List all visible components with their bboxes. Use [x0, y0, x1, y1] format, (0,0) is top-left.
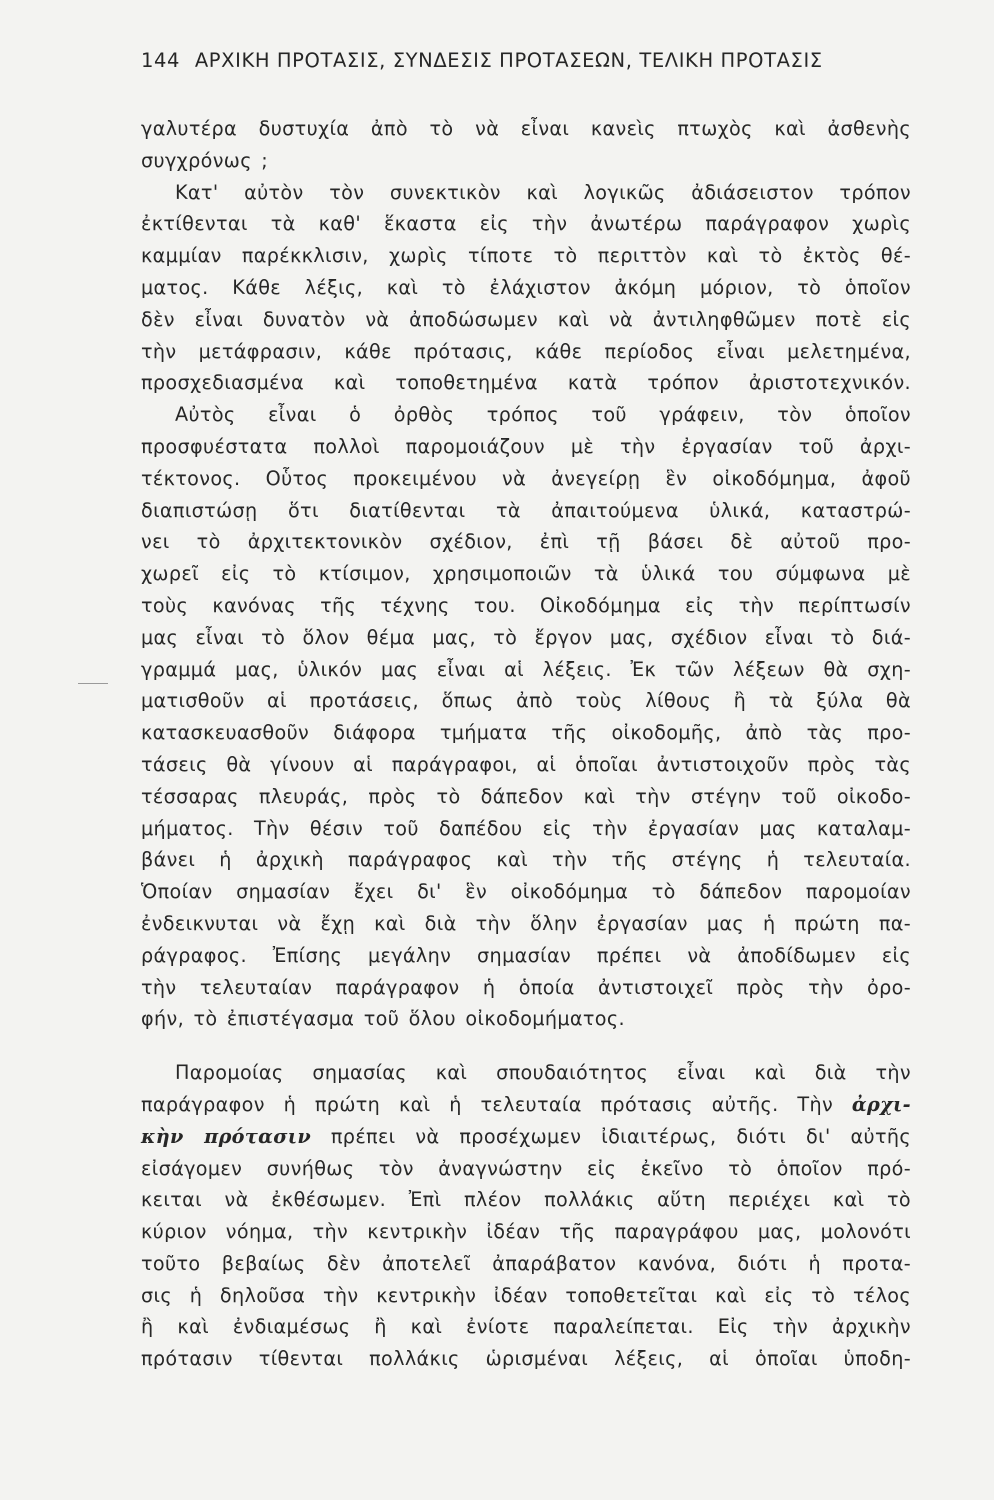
- text-line: φήν, τὸ ἐπιστέγασμα τοῦ ὅλου οἰκοδομήματος.: [141, 1007, 625, 1031]
- text-line: καμμίαν παρέκκλισιν, χωρὶς τίποτε τὸ περιττὸν καὶ τὸ ἐκτὸς θέ-: [141, 244, 911, 268]
- text-line: διαπιστώσῃ ὅτι διατίθενται τὰ ἀπαιτούμενα ὑλικά, καταστρώ-: [141, 498, 911, 522]
- text-line: Ὁποίαν σημασίαν ἔχει δι' ἓν οἰκοδόμημα τὸ δάπεδον παρομοίαν: [141, 880, 911, 904]
- text-line: ματος. Κάθε λέξις, καὶ τὸ ἐλάχιστον ἀκόμη μόριον, τὸ ὁποῖον: [141, 275, 911, 299]
- margin-mark: [78, 683, 108, 684]
- text-line: [141, 1089, 911, 1121]
- running-header: [141, 49, 911, 72]
- text-line: γραμμά μας, ὑλικόν μας εἶναι αἱ λέξεις. Ἐκ τῶν λέξεων θὰ σχη-: [141, 657, 911, 681]
- running-title: ΑΡΧΙΚΗ ΠΡΟΤΑΣΙΣ, ΣΥΝΔΕΣΙΣ ΠΡΟΤΑΣΕΩΝ, ΤΕΛΙΚΗ ΠΡΟΤΑΣΙΣ: [194, 49, 823, 72]
- text-line: ἐνδεικνυται νὰ ἔχῃ καὶ διὰ τὴν ὅλην ἐργασίαν μας ἡ πρώτη πα-: [141, 911, 911, 935]
- paragraph-2: [141, 177, 911, 400]
- paragraph-3: [141, 399, 911, 1035]
- text-line: Κατ' αὐτὸν τὸν συνεκτικὸν καὶ λογικῶς ἀδιάσειστον τρόπον: [175, 180, 911, 204]
- text-line: ἢ καὶ ἐνδιαμέσως ἢ καὶ ἐνίοτε παραλείπεται. Εἰς τὴν ἀρχικὴν: [141, 1315, 911, 1339]
- text-line: χωρεῖ εἰς τὸ κτίσιμον, χρησιμοποιῶν τὰ ὑλικά του σύμφωνα μὲ: [141, 562, 911, 586]
- text-line: κειται νὰ ἐκθέσωμεν. Ἐπὶ πλέον πολλάκις αὕτη περιέχει καὶ τὸ: [141, 1188, 911, 1212]
- text-line: Παρομοίας σημασίας καὶ σπουδαιότητος εἶναι καὶ διὰ τὴν: [175, 1061, 911, 1085]
- text-line: τάσεις θὰ γίνουν αἱ παράγραφοι, αἱ ὁποῖαι ἀντιστοιχοῦν πρὸς τὰς: [141, 752, 911, 776]
- text-line: μήματος. Τὴν θέσιν τοῦ δαπέδου εἰς τὴν ἐργασίαν μας καταλαμ-: [141, 816, 911, 840]
- text-line: Αὐτὸς εἶναι ὁ ὀρθὸς τρόπος τοῦ γράφειν, τὸν ὁποῖον: [175, 403, 911, 427]
- text-line: συγχρόνως ;: [141, 148, 269, 172]
- text-run: παράγραφον ἡ πρώτη καὶ ἡ τελευταία πρότασις αὐτῆς. Τὴν: [141, 1092, 834, 1116]
- text-line: τὴν μετάφρασιν, κάθε πρότασις, κάθε περίοδος εἶναι μελετημένα,: [141, 339, 911, 363]
- text-line: εἰσάγομεν συνήθως τὸν ἀναγνώστην εἰς ἐκεῖνο τὸ ὁποῖον πρό-: [141, 1156, 911, 1180]
- text-line: ἐκτίθενται τὰ καθ' ἕκαστα εἰς τὴν ἀνωτέρω παράγραφον χωρὶς: [141, 212, 911, 236]
- text-line: [141, 1121, 911, 1153]
- text-line: κύριον νόημα, τὴν κεντρικὴν ἰδέαν τῆς παραγράφου μας, μολονότι: [141, 1220, 911, 1244]
- text-line: τέσσαρας πλευράς, πρὸς τὸ δάπεδον καὶ τὴν στέγην τοῦ οἰκοδο-: [141, 784, 911, 808]
- text-line: πρότασιν τίθενται πολλάκις ὡρισμέναι λέξεις, αἱ ὁποῖαι ὑποδη-: [141, 1347, 911, 1371]
- text-line: μας εἶναι τὸ ὅλον θέμα μας, τὸ ἔργον μας, σχέδιον εἶναι τὸ διά-: [141, 625, 911, 649]
- text-line: νει τὸ ἀρχιτεκτονικὸν σχέδιον, ἐπὶ τῇ βάσει δὲ αὐτοῦ προ-: [141, 530, 911, 554]
- text-line: προσχεδιασμένα καὶ τοποθετημένα κατὰ τρόπον ἀριστοτεχνικόν.: [141, 371, 911, 395]
- text-run: πρέπει νὰ προσέχωμεν ἰδιαιτέρως, διότι δι' αὐτῆς: [330, 1124, 911, 1148]
- emphasized-term: κὴν πρότασιν: [141, 1124, 311, 1148]
- text-line: ματισθοῦν αἱ προτάσεις, ὅπως ἀπὸ τοὺς λίθους ἢ τὰ ξύλα θὰ: [141, 689, 911, 713]
- text-line: βάνει ἡ ἀρχικὴ παράγραφος καὶ τὴν τῆς στέγης ἡ τελευταία.: [141, 848, 911, 872]
- text-line: προσφυέστατα πολλοὶ παρομοιάζουν μὲ τὴν ἐργασίαν τοῦ ἀρχι-: [141, 434, 911, 458]
- paragraph-4: [141, 1057, 911, 1375]
- text-line: κατασκευασθοῦν διάφορα τμήματα τῆς οἰκοδομῆς, ἀπὸ τὰς προ-: [141, 721, 911, 745]
- paragraph-1: [141, 113, 911, 177]
- text-line: σις ἡ δηλοῦσα τὴν κεντρικὴν ἰδέαν τοποθετεῖται καὶ εἰς τὸ τέλος: [141, 1283, 911, 1307]
- text-line: τοὺς κανόνας τῆς τέχνης του. Οἰκοδόμημα εἰς τὴν περίπτωσίν: [141, 593, 911, 617]
- text-line: τέκτονος. Οὗτος προκειμένου νὰ ἀνεγείρῃ ἓν οἰκοδόμημα, ἀφοῦ: [141, 466, 911, 490]
- text-line: δὲν εἶναι δυνατὸν νὰ ἀποδώσωμεν καὶ νὰ ἀντιληφθῶμεν ποτὲ εἰς: [141, 307, 911, 331]
- paragraph-gap: [141, 1035, 911, 1057]
- page-number: 144: [141, 49, 181, 72]
- emphasized-term: ἀρχι-: [851, 1092, 911, 1116]
- body-text: [141, 113, 911, 1375]
- text-line: γαλυτέρα δυστυχία ἀπὸ τὸ νὰ εἶναι κανεὶς πτωχὸς καὶ ἀσθενὴς: [141, 117, 911, 140]
- text-line: τὴν τελευταίαν παράγραφον ἡ ὁποία ἀντιστοιχεῖ πρὸς τὴν ὀρο-: [141, 975, 911, 999]
- text-line: τοῦτο βεβαίως δὲν ἀποτελεῖ ἀπαράβατον κανόνα, διότι ἡ προτα-: [141, 1251, 911, 1275]
- text-line: ράγραφος. Ἐπίσης μεγάλην σημασίαν πρέπει νὰ ἀποδίδωμεν εἰς: [141, 943, 911, 967]
